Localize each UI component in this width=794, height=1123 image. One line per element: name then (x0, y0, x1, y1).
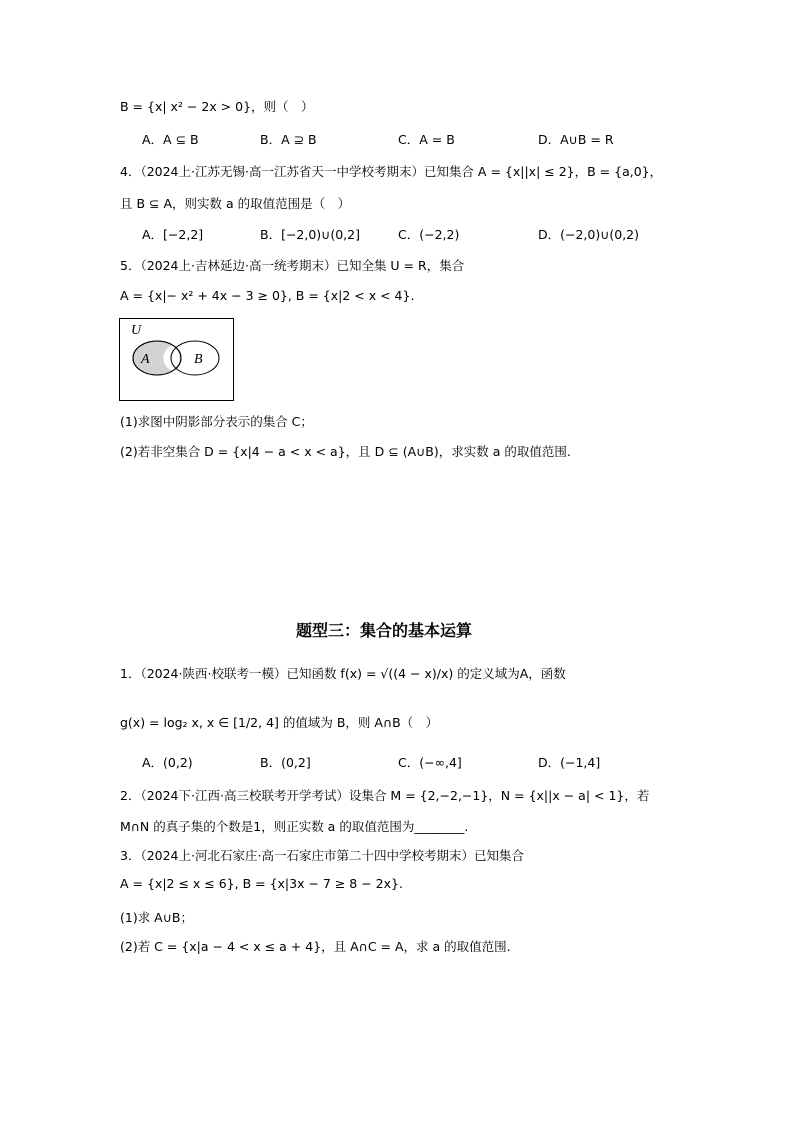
q4-stem-line2: 且 B ⊆ A，则实数 a 的取值范围是（ ） (120, 196, 351, 211)
q5-part2: (2)若非空集合 D = {x|4 − a < x < a}，且 D ⊆ (A∪B)，求实数 a 的取值范围. (120, 444, 571, 459)
q3-set-b-line: B = {x| x² − 2x > 0}，则（ ） (120, 99, 314, 114)
s3-q1-stem-line2: g(x) = log₂ x, x ∈ [1/2, 4] 的值域为 B，则 A∩B（ ） (120, 715, 439, 730)
s3-q3-part1: (1)求 A∪B； (120, 910, 193, 925)
universe-label: U (131, 323, 142, 338)
venn-diagram (119, 318, 235, 402)
s3-q1-option-a: A．(0,2) (142, 755, 193, 770)
q5-part1: (1)求图中阴影部分表示的集合 C； (120, 414, 313, 429)
section-title: 题型三：集合的基本运算 (296, 621, 473, 640)
q4-option-d: D．(−2,0)∪(0,2) (538, 227, 640, 242)
q3-option-a: A．A ⊆ B (142, 132, 199, 147)
q4-stem-line1: 4．（2024上·江苏无锡·高一江苏省天一中学校考期末）已知集合 A = {x||x| ≤ 2}，B = {a,0}， (120, 164, 663, 179)
s3-q3-stem-line2: A = {x|2 ≤ x ≤ 6}, B = {x|3x − 7 ≥ 8 − 2x}. (120, 876, 403, 891)
q3-option-d: D．A∪B = R (538, 132, 614, 147)
set-a-label: A (141, 352, 150, 367)
q4-option-a: A．[−2,2] (142, 227, 204, 242)
q4-option-b: B．[−2,0)∪(0,2] (260, 227, 360, 242)
s3-q3-stem-line1: 3．（2024上·河北石家庄·高一石家庄市第二十四中学校考期末）已知集合 (120, 848, 524, 863)
s3-q1-option-b: B．(0,2] (260, 755, 311, 770)
q4-option-c: C．(−2,2) (398, 227, 460, 242)
s3-q3-part2: (2)若 C = {x|a − 4 < x ≤ a + 4}，且 A∩C = A，求 a 的取值范围. (120, 939, 511, 954)
s3-q1-stem-line1: 1．（2024·陕西·校联考一模）已知函数 f(x) = √((4 − x)/x) 的定义域为A，函数 (120, 666, 566, 681)
s3-q2-stem-line2: M∩N 的真子集的个数是1，则正实数 a 的取值范围为________. (120, 819, 469, 834)
q5-stem-line1: 5．（2024上·吉林延边·高一统考期末）已知全集 U = R，集合 (120, 258, 465, 273)
q3-option-b: B．A ⊇ B (260, 132, 317, 147)
s3-q1-option-d: D．(−1,4] (538, 755, 601, 770)
s3-q1-option-c: C．(−∞,4] (398, 755, 462, 770)
s3-q2-stem-line1: 2．（2024下·江西·高三校联考开学考试）设集合 M = {2,−2,−1}，N = {x||x − a| < 1}，若 (120, 788, 650, 803)
set-b-label: B (194, 352, 203, 367)
q5-stem-line2: A = {x|− x² + 4x − 3 ≥ 0}, B = {x|2 < x < 4}. (120, 288, 415, 303)
q3-option-c: C．A = B (398, 132, 455, 147)
